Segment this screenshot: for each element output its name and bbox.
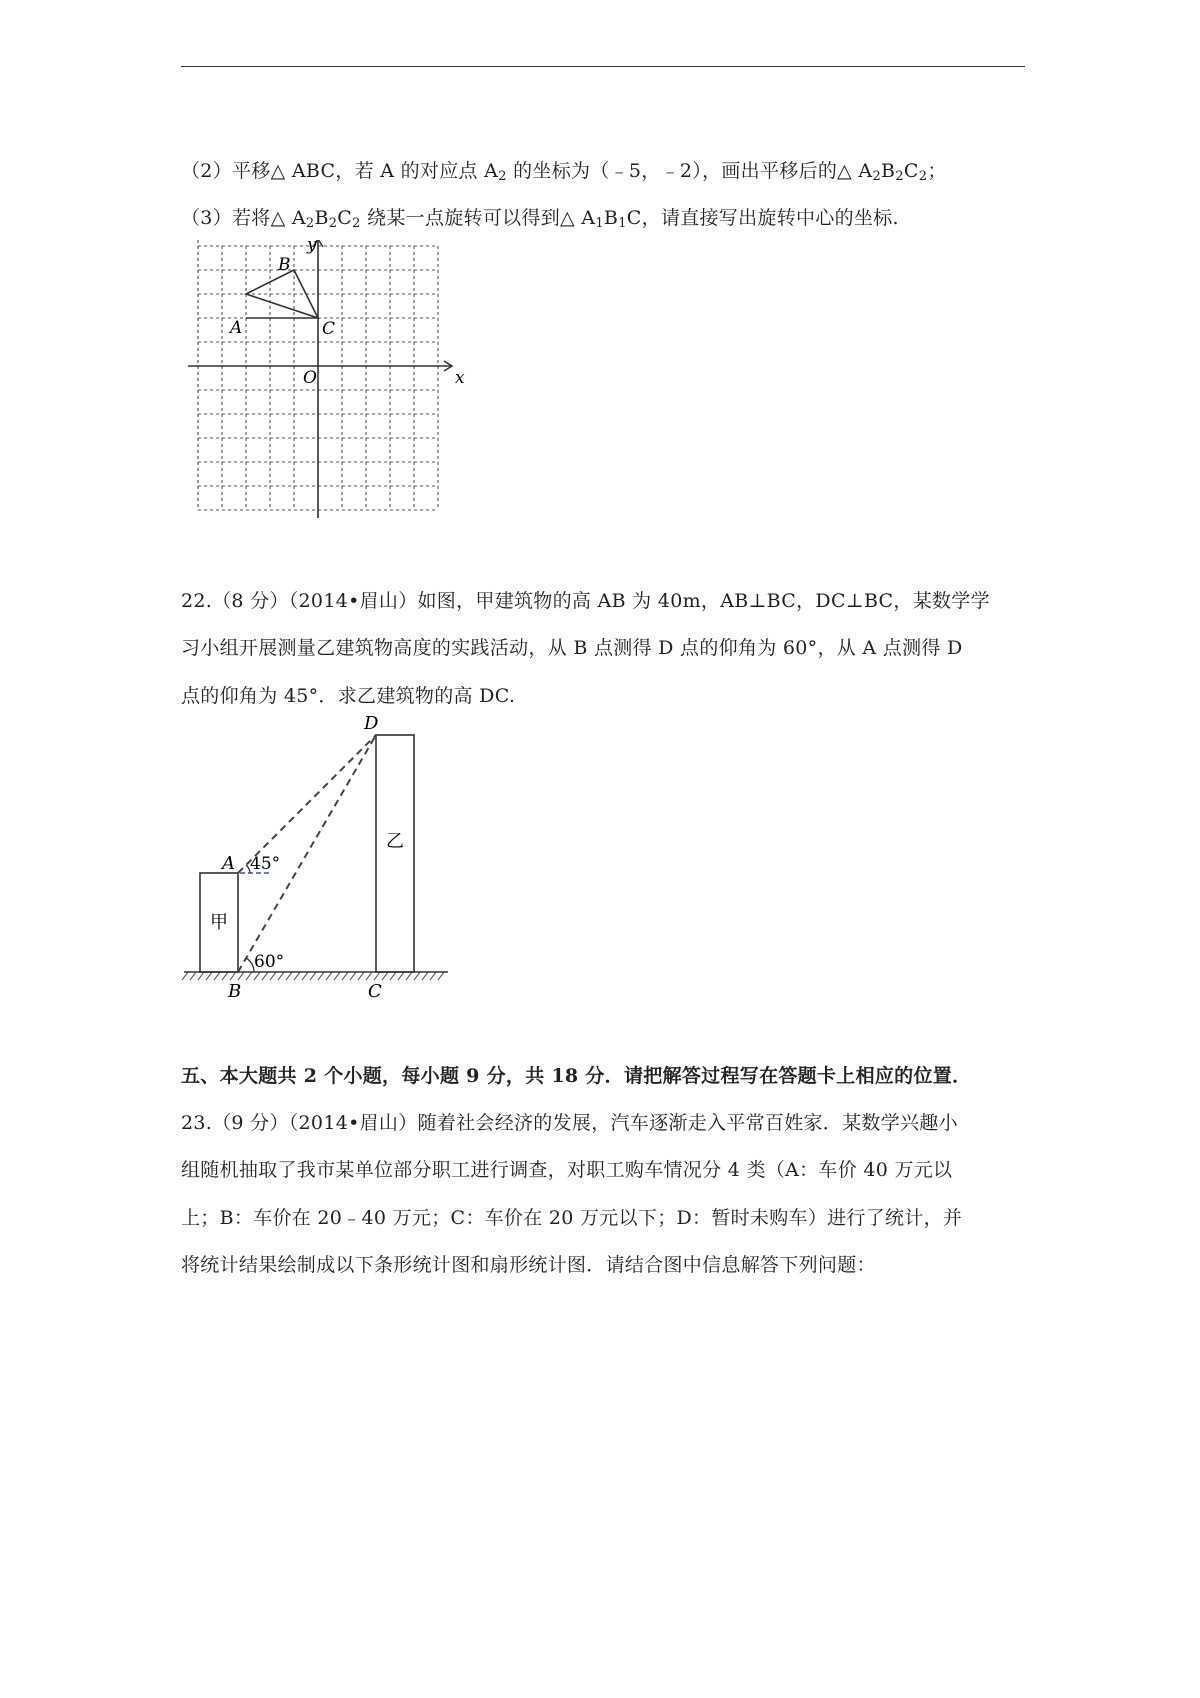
label-point-c: C: [368, 981, 382, 1002]
header-rule: [181, 66, 1025, 67]
label-point-a: A: [222, 853, 235, 874]
q23-line-1: 23.（9 分）（2014•眉山）随着社会经济的发展，汽车逐渐走入平常百姓家．某数学兴趣小: [181, 1112, 958, 1134]
angle-arc-60: [246, 958, 254, 972]
label-x: x: [455, 368, 465, 388]
buildings-figure: [170, 710, 460, 1010]
ground-hatching: [182, 972, 444, 980]
building-yi: [376, 735, 414, 972]
coordinate-grid-figure: [170, 240, 470, 520]
label-point-b: B: [228, 981, 242, 1002]
label-point-b: B: [278, 255, 291, 275]
q21-part2-text: （2）平移△ ABC，若 A 的对应点 $A_2$ 的坐标为（﹣5，﹣2），画出平移后的△ $A_2B_2C_2$；: [181, 160, 947, 184]
label-point-d: D: [364, 713, 379, 734]
q22-line-3: 点的仰角为 45°．求乙建筑物的高 DC.: [181, 685, 516, 707]
q23-line-2: 组随机抽取了我市某单位部分职工进行调查，对职工购车情况分 4 类（A：车价 40 万元以: [181, 1159, 953, 1181]
q23-line-4: 将统计结果绘制成以下条形统计图和扇形统计图．请结合图中信息解答下列问题：: [181, 1254, 876, 1276]
q23-line-3: 上；B：车价在 20﹣40 万元；C：车价在 20 万元以下；D：暂时未购车）进行了统计，并: [181, 1207, 963, 1229]
q21-part3-text: （3）若将△ $A_2B_2C_2$ 绕某一点旋转可以得到△ $A_1B_1C$，请直接写出旋转中心的坐标.: [181, 207, 899, 231]
label-y: y: [307, 240, 317, 255]
angle-label-60: 60°: [254, 952, 285, 972]
q22-line-1: 22.（8 分）（2014•眉山）如图，甲建筑物的高 AB 为 40m，AB⊥BC，DC⊥BC，某数学学: [181, 590, 990, 612]
label-point-c: C: [322, 319, 336, 339]
label-building-jia: 甲: [210, 912, 228, 933]
label-origin: O: [303, 368, 317, 388]
q22-line-2: 习小组开展测量乙建筑物高度的实践活动，从 B 点测得 D 点的仰角为 60°，从 A 点测得 D: [181, 637, 963, 659]
angle-label-45: 45°: [250, 854, 281, 874]
label-point-a: A: [230, 318, 243, 338]
label-building-yi: 乙: [386, 831, 404, 852]
section-5-heading: 五、本大题共 2 个小题，每小题 9 分，共 18 分．请把解答过程写在答题卡上相应的位置．: [181, 1065, 972, 1087]
